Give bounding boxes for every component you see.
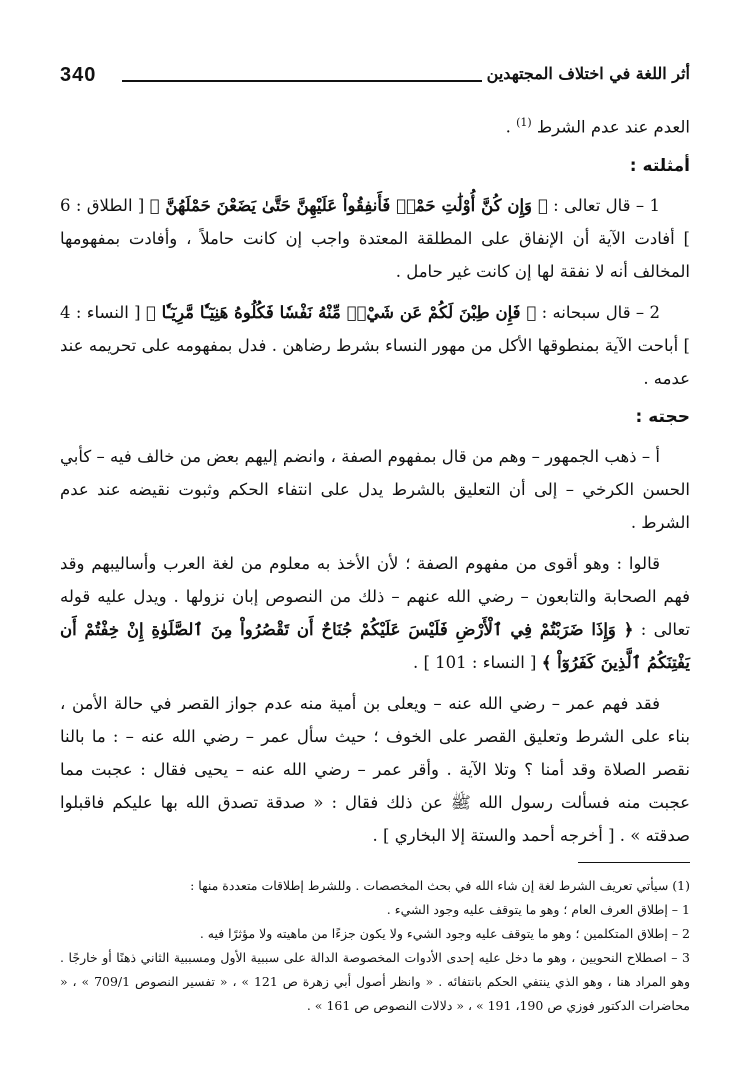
example-1-prefix: 1 – قال تعالى : xyxy=(547,195,660,215)
page-header xyxy=(60,62,690,92)
example-1 xyxy=(60,189,690,288)
paragraph-qalu-ref: [ النساء : 101 ] . xyxy=(412,652,542,672)
intro-text: العدم عند عدم الشرط xyxy=(536,117,690,137)
page-body xyxy=(60,106,690,852)
quran-verse-2: ﴿ فَإِن طِبْنَ لَكُمْ عَن شَيْءٖ مِّنْهُ نَفْسٗا فَكُلُوهُ هَنِيٓـٔٗا مَّرِيٓـٔٗا ﴾ xyxy=(145,302,537,322)
example-2 xyxy=(60,296,690,395)
footnote-item: 3 – اصطلاح النحويين ، وهو ما دخل عليه إحدى الأدوات المخصوصة الدالة على سببية الأول ومسببية الثاني ذهنًا أو خارجًا . وهو المراد هنا ، وهو الذي ينتفي الحكم بانتفائه . « وانظر أصول أبي زهرة ص 121 » ، « تفسير النصوص 709/1 » ، « محاضرات الدكتور فوزي ص 190، 191 » ، « دلالات النصوص ص 161 » . xyxy=(60,950,690,1013)
paragraph-umar: فقد فهم عمر – رضي الله عنه – ويعلى بن أمية منه عدم جواز القصر في حالة الأمن ، بناء على الشرط وتعليق القصر على الخوف ؛ حيث سأل عمر – رضي الله عنه – : ما بالنا نقصر الصلاة وقد أمنا ؟ وتلا الآية . وأقر عمر – رضي الله عنه – يحيى فقال : عجبت مما عجبت منه فسألت رسول الله ﷺ عن ذلك فقال : « صدقة تصدق الله بها عليكم فاقبلوا صدقته » . [ أخرجه أحمد والستة إلا البخاري ] . xyxy=(60,693,690,845)
footnotes xyxy=(60,874,690,1018)
example-2-prefix: 2 – قال سبحانه : xyxy=(536,302,660,322)
footnote-reference: (1) xyxy=(516,116,532,129)
quran-verse-3: ﴿ وَإِذَا ضَرَبْتُمْ فِي ٱلْأَرْضِ فَلَيْسَ عَلَيْكُمْ جُنَاحٌ أَن تَقْصُرُواْ مِنَ ٱلصَّلَوٰةِ إِنْ خِفْتُمْ أَن يَفْتِنَكُمُ ٱلَّذِينَ كَفَرُوٓاْ ﴾ xyxy=(60,619,690,672)
running-title: أثر اللغة في اختلاف المجتهدين xyxy=(486,64,690,83)
paragraph-qalu xyxy=(60,547,690,679)
header-rule xyxy=(122,80,482,82)
footnote-1: (1) سيأتي تعريف الشرط لغة إن شاء الله في بحث المخصصات . وللشرط إطلاقات متعددة منها : xyxy=(190,878,690,893)
footnote-item: 1 – إطلاق العرف العام ؛ وهو ما يتوقف عليه وجود الشيء . xyxy=(386,902,690,917)
footnote-separator xyxy=(578,862,690,863)
paragraph-a: أ – ذهب الجمهور – وهم من قال بمفهوم الصفة ، وانضم إليهم بعض من خالف فيه – كأبي الحسن الكرخي – إلى أن التعليق بالشرط يدل على انتفاء الحكم وثبوت نقيضه عند عدم الشرط . xyxy=(60,446,690,532)
quran-verse-1: ﴿ وَإِن كُنَّ أُوْلَٰتِ حَمْلٖ فَأَنفِقُواْ عَلَيْهِنَّ حَتَّىٰ يَضَعْنَ حَمْلَهُنَّ ﴾ xyxy=(149,195,548,215)
example-1-text: [ الطلاق : 6 ] أفادت الآية أن الإنفاق على المطلقة المعتدة واجب إن كانت حاملاً ، وأفادت بمفهومها المخالف أنه لا نفقة لها إن كانت غير حامل . xyxy=(60,195,690,281)
example-2-text: [ النساء : 4 ] أباحت الآية بمنطوقها الأكل من مهور النساء بشرط رضاهن . فدل بمفهومه على تحريمه عند عدمه . xyxy=(60,302,690,388)
examples-heading: أمثلته : xyxy=(629,155,690,176)
arguments-heading: حجته : xyxy=(635,406,690,427)
paragraph-qalu-text: قالوا : وهو أقوى من مفهوم الصفة ؛ لأن الأخذ به معلوم من لغة العرب وأساليبهم وقد فهم الصحابة والتابعون – رضي الله عنهم – ذلك من النصوص إبان نزولها . ويدل عليه قوله تعالى : xyxy=(60,553,690,639)
page-number: 340 xyxy=(60,64,97,86)
footnote-item: 2 – إطلاق المتكلمين ؛ وهو ما يتوقف عليه وجود الشيء ولا يكون جزءًا من ماهيته ولا مؤثرًا فيه . xyxy=(199,926,690,941)
intro-paragraph xyxy=(60,106,690,144)
intro-end: . xyxy=(505,117,517,137)
